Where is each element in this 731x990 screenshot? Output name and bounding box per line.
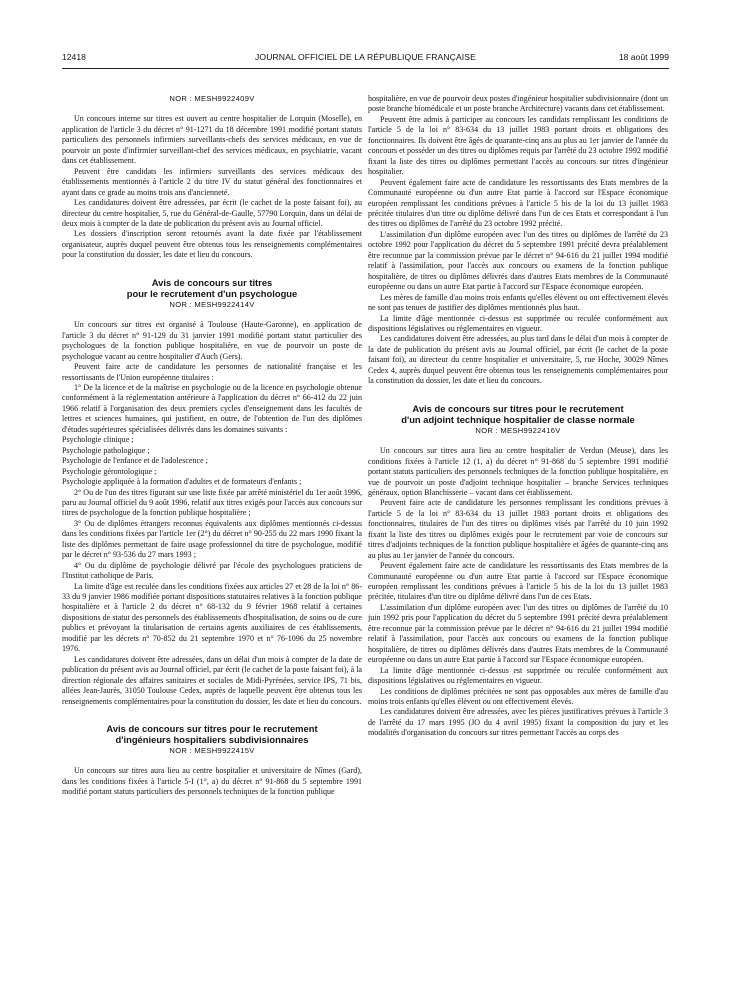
page-number: 12418 xyxy=(62,52,86,62)
nor-reference: NOR : MESH9922416V xyxy=(475,425,561,435)
paragraph: Peuvent être admis à participer au concours les candidats remplissant les conditions de l'article 5 de la loi n° 83-634 du 13 juillet 1983 portant droits et obligations des fonctionnaires. Ils doivent être âgés de quarante-cinq ans au plus au 1er janvier de l'année du concours et posséder un des titres ou diplômes requis par l'arrêté du 23 octobre 1992 modifié fixant la liste des titres ou diplômes permettant l'accès au concours sur titres d'ingénieur hospitalier. xyxy=(368,114,668,177)
paragraph: 4° Ou du diplôme de psychologie délivré par l'école des psychologues praticiens de l'Institut catholique de Paris. xyxy=(62,560,362,581)
paragraph: Peuvent faire acte de candidature les personnes de nationalité française et les ressortissants de l'Union européenne titulaires : xyxy=(62,362,362,382)
paragraph: 2° Ou de l'un des titres figurant sur une liste fixée par arrêté ministériel du 1er août 1996, paru au Journal officiel du 9 août 1996, relatif aux titres exigés pour l'accès aux concours sur titres de psychologue de la fonction publique hospitalière ; xyxy=(62,487,362,518)
paragraph: Les candidatures doivent être adressées, au plus tard dans le délai d'un mois à compter de la date de publication du présent avis au Journal officiel, par écrit (le cachet de la poste faisant foi), au directeur du centre hospitalier et universitaire, 5, rue Hoche, 30029 Nîmes Cedex 4, auprès duquel peuvent être obtenus tous les renseignements complémentaires pour la constitution du dossier, les date et lieu du concours. xyxy=(368,334,668,386)
paragraph: Un concours sur titres aura lieu au centre hospitalier et universitaire de Nîmes (Gard), dans les conditions fixées à l'article 5-I (1°, a) du décret n° 91-868 du 5 septembre 1991 modifié portant statuts particuliers des personnels techniques de la fonction publique xyxy=(62,766,362,797)
paragraph: Les candidatures doivent être adressées, par écrit (le cachet de la poste faisant foi), au directeur du centre hospitalier, 5, rue du Général-de-Gaulle, 57790 Lorquin, dans un délai de deux mois à compter de la date de publication du présent avis au Journal officiel. xyxy=(62,198,362,228)
page-header xyxy=(62,52,669,66)
paragraph: Un concours interne sur titres est ouvert au centre hospitalier de Lorquin (Moselle), en application de l'article 3 du décret n° 91-1271 du 18 décembre 1991 modifié portant statuts particuliers des personnels infirmiers surveillants-chefs des services médicaux, en vue de pourvoir un poste d'infirmier surveillant-chef des services médicaux, en psychiatrie, vacant dans cet établissement. xyxy=(62,114,362,166)
list-item: Psychologie pathologique ; xyxy=(62,445,150,455)
notice-heading xyxy=(368,403,668,425)
issue-date: 18 août 1999 xyxy=(618,52,669,62)
list-item: Psychologie gérontologique ; xyxy=(62,466,157,476)
list-item: Psychologie clinique ; xyxy=(62,435,134,445)
list-item: Psychologie de l'enfance et de l'adolescence ; xyxy=(62,456,208,466)
header-rule xyxy=(62,68,669,69)
notice-heading xyxy=(62,723,362,745)
paragraph: Les dossiers d'inscription seront retournés avant la date fixée par l'établissement organisateur, auprès duquel peuvent être obtenus tous les renseignements complémentaires pour la constitution du dossier, les date et lieu du concours. xyxy=(62,229,362,260)
notice-heading-line: Avis de concours sur titres pour le recrutement xyxy=(412,402,624,414)
journal-title: JOURNAL OFFICIEL DE LA RÉPUBLIQUE FRANÇAISE xyxy=(255,52,476,62)
notice-heading-line: Avis de concours sur titres pour le recrutement xyxy=(106,723,318,735)
paragraph: L'assimilation d'un diplôme européen avec l'un des titres ou diplômes de l'arrêté du 23 octobre 1992 pour l'application du décret du 5 septembre 1991 précité devra préalablement être reconnue par la commission prévue par le décret n° 94-616 du 21 juillet 1994 modifié relatif à l'assimilation, pour l'accès aux concours ou examens de la fonction publique hospitalière, de titres ou diplômes délivrés dans d'autres Etats membres de la Communauté européenne ou dans un autre Etat partie à l'accord sur l'Espace économique européen. xyxy=(368,229,668,292)
notice-heading xyxy=(62,277,362,299)
paragraph: Peuvent également faire acte de candidature les ressortissants des Etats membres de la Communauté européenne ou d'un autre Etat partie à l'accord sur l'Espace économique européen remplissant les conditions prévues à l'article 5 bis de la loi du 13 juillet 1983 précitée titulaires d'un titre ou diplôme délivré dans l'un de ces Etats et correspondant à l'un des titres ou diplômes de l'arrêté du 23 octobre 1992 précité. xyxy=(368,177,668,229)
paragraph: Peuvent être candidats les infirmiers surveillants des services médicaux des établissements mentionnés à l'article 2 du titre IV du statut général des fonctionnaires et ayant dans ce grade au moins trois ans d'ancienneté. xyxy=(62,166,362,197)
list-item: Psychologie appliquée à la formation d'adultes et de formateurs d'enfants ; xyxy=(62,477,302,487)
notice-heading-line: d'un adjoint technique hospitalier de classe normale xyxy=(401,413,635,425)
nor-reference: NOR : MESH9922414V xyxy=(169,299,255,309)
paragraph: Les mères de famille d'au moins trois enfants qu'elles élèvent ou ont effectivement élevés ne sont pas tenues de justifier des diplômes mentionnés plus haut. xyxy=(368,292,668,313)
notice-heading-line: d'ingénieurs hospitaliers subdivisionnaires xyxy=(115,734,309,746)
paragraph: 1° De la licence et de la maîtrise en psychologie ou de la licence en psychologie obtenue conformément à la réglementation antérieure à l'application du décret n° 66-412 du 22 juin 1966 relatif à l'organisation des deux premiers cycles d'enseignement dans les facultés de lettres et sciences humaines, qui justifient, en outre, de l'obtention de l'un des diplômes d'études supérieures spécialisées délivrés dans les domaines suivants : xyxy=(62,382,362,434)
nor-reference: NOR : MESH9922415V xyxy=(169,746,255,756)
right-column xyxy=(368,94,668,979)
paragraph: 3° Ou de diplômes étrangers reconnus équivalents aux diplômes mentionnés ci-dessus dans les conditions fixées par l'article 1er (2°) du décret n° 90-255 du 22 mars 1990 fixant la liste des diplômes permettant de faire usage professionnel du titre de psychologue, modifié par le décret n° 93-536 du 27 mars 1993 ; xyxy=(62,518,362,560)
paragraph: La limite d'âge est reculée dans les conditions fixées aux articles 27 et 28 de la loi n° 86-33 du 9 janvier 1986 modifiée portant dispositions statutaires relatives à la fonction publique hospitalière et à l'article 2 du décret n° 68-132 du 9 février 1968 relatif à certaines dispositions de statut des personnels des établissements d'hospitalisation, de soins ou de cure publics et prévoyant la titularisation de certains agents auxiliaires de ces établissements, modifié par les décrets n° 70-852 du 21 septembre 1970 et n° 76-1096 du 25 novembre 1976. xyxy=(62,581,362,654)
nor-reference: NOR : MESH9922409V xyxy=(169,94,255,103)
notice-heading-line: Avis de concours sur titres xyxy=(151,276,273,288)
left-column xyxy=(62,94,362,979)
paragraph: La limite d'âge mentionnée ci-dessus est supprimée ou reculée conformément aux dispositions législatives ou réglementaires en vigueur. xyxy=(368,313,668,333)
paragraph: Les candidatures doivent être adressées, avec les pièces justificatives prévues à l'article 3 de l'arrêté du 17 mars 1995 (JO du 4 avril 1995) fixant la composition du jury et les modalités d'organisation du concours sur titres permettant l'accès au corps des xyxy=(368,707,668,738)
paragraph: L'assimilation d'un diplôme européen avec l'un des titres ou diplômes de l'arrêté du 10 juin 1992 pris pour l'application du décret du 5 septembre 1991 précité devra préalablement être reconnue par la commission prévue par le décret n° 94-616 du 21 juillet 1994 modifié relatif à l'assimilation, pour l'accès aux concours ou examens de la fonction publique hospitalière, de titres ou diplômes délivrés dans d'autres Etats membres de la Communauté européenne ou dans un autre Etat partie à l'accord sur l'Espace économique européen. xyxy=(368,602,668,665)
paragraph: La limite d'âge mentionnée ci-dessus est supprimée ou reculée conformément aux dispositions législatives ou réglementaires en vigueur. xyxy=(368,665,668,686)
paragraph: Un concours sur titres est organisé à Toulouse (Haute-Garonne), en application de l'article 3 du décret n° 91-129 du 31 janvier 1991 modifié portant statut particulier des psychologues de la fonction publique hospitalière, en vue de pourvoir un poste de psychologue vacant au centre hospitalier d'Auch (Gers). xyxy=(62,320,362,361)
paragraph: Les conditions de diplômes précitées ne sont pas opposables aux mères de famille d'au moins trois enfants qu'elles élèvent ou ont effectivement élevés. xyxy=(368,686,668,707)
paragraph: Un concours sur titres aura lieu au centre hospitalier de Verdun (Meuse), dans les conditions fixées à l'article 12 (1, a) du décret n° 91-868 du 5 septembre 1991 modifié portant statuts particuliers des personnels techniques de la fonction publique hospitalière, en vue de pourvoir un poste d'adjoint technique hospitalier – branche Services techniques généraux, option Blanchisserie – vacant dans cet établissement. xyxy=(368,446,668,497)
paragraph: Les candidatures doivent être adressées, dans un délai d'un mois à compter de la date de publication du présent avis au Journal officiel, par écrit (le cachet de la poste faisant foi), à la direction régionale des affaires sanitaires et sociales de Midi-Pyrénées, service IPS, 71 bis, allées Jean-Jaurès, 31050 Toulouse Cedex, auprès de laquelle peuvent être obtenus tous les renseignements complémentaires pour la constitution du dossier, les date et lieu du concours. xyxy=(62,654,362,706)
paragraph: hospitalière, en vue de pourvoir deux postes d'ingénieur hospitalier subdivisionnaire (dont un poste branche biomédicale et un poste branche Architecture) vacants dans cet établissement. xyxy=(368,94,668,114)
notice-heading-line: pour le recrutement d'un psychologue xyxy=(126,287,298,299)
paragraph: Peuvent également faire acte de candidature les ressortissants des Etats membres de la Communauté européenne ou d'un autre Etat partie à l'accord sur l'Espace économique européen remplissant les conditions prévues à l'article 5 bis de la loi du 13 juillet 1983 précitée, titulaires d'un titre ou diplôme délivré dans l'un de ces Etats. xyxy=(368,561,668,602)
paragraph: Peuvent faire acte de candidature les personnes remplissant les conditions prévues à l'article 5 de la loi n° 83-634 du 13 juillet 1983 portant droits et obligations des fonctionnaires, titulaires de l'un des titres ou diplômes visés par l'arrêté du 10 juin 1992 fixant la liste des titres ou diplômes exigés pour le recrutement par voie de concours sur titres d'adjoints techniques de la fonction publique hospitalière et âgées de quarante-cinq ans au plus au 1er janvier de l'année du concours. xyxy=(368,498,668,560)
